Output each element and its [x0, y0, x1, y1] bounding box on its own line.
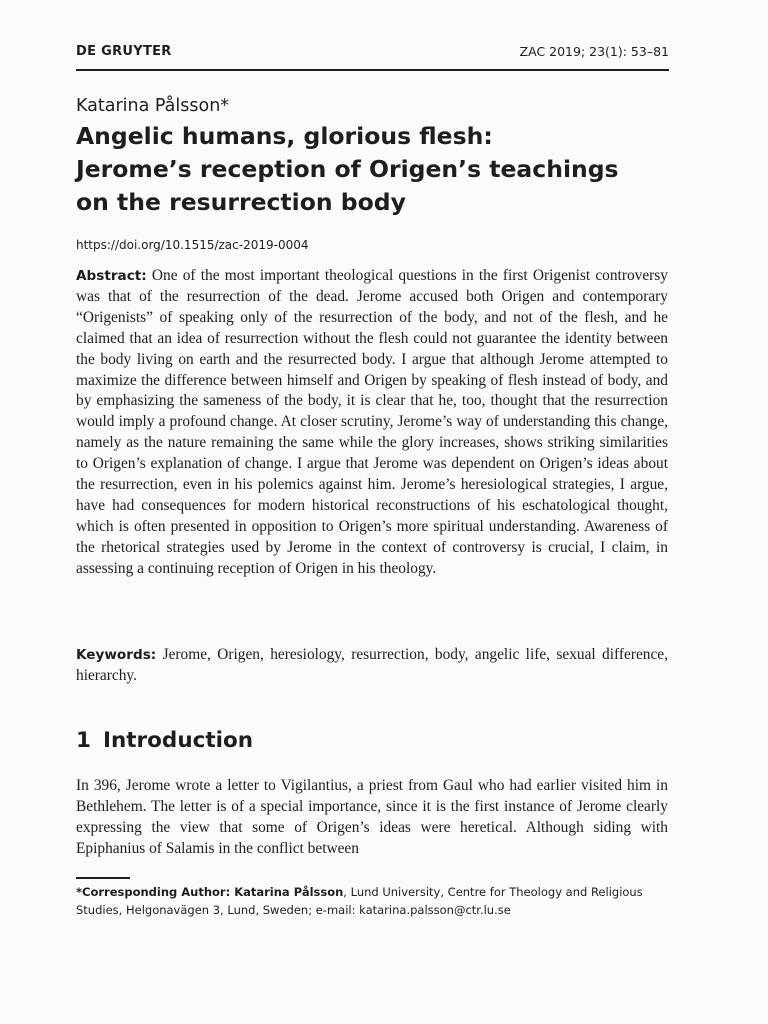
- footnote: [76, 884, 676, 919]
- footnote-label: *Corresponding Author: Katarina Pålsson: [76, 885, 344, 899]
- running-header: [76, 44, 669, 64]
- title-line: Angelic humans, glorious flesh:: [76, 122, 493, 150]
- intro-paragraph: In 396, Jerome wrote a letter to Vigilantius, a priest from Gaul who had earlier visited him in Bethlehem. The letter is of a special importance, since it is the first instance of Jerome clearly expressing the view that some of Origen’s ideas were heretical. Although siding with Epiphanius of Salamis in the conflict between: [76, 777, 668, 857]
- footnote-rule: [76, 877, 130, 879]
- keywords-text: Jerome, Origen, heresiology, resurrection, body, angelic life, sexual difference, hierarchy.: [76, 646, 668, 684]
- footnote-text: , Lund University, Centre for Theology and Religious Studies, Helgonavägen 3, Lund, Sweden; e-mail: katarina.palsson@ctr.lu.se: [76, 885, 643, 917]
- abstract-text: One of the most important theological questions in the first Origenist controversy was that of the resurrection of the dead. Jerome accused both Origen and contemporary “Origenists” of speaking only of the resurrection of the body, and not of the flesh, and he claimed that an idea of resurrection without the flesh could not guarantee the identity between the body living on earth and the resurrected body. I argue that although Jerome attempted to maximize the difference between himself and Origen by speaking of flesh instead of body, and by emphasizing the sameness of the body, it is clear that he, too, thought that the resurrection would imply a profound change. At closer scrutiny, Jerome’s way of understanding this change, namely as the nature remaining the same while the glory increases, shows striking similarities to Origen’s explanation of change. I argue that Jerome was dependent on Origen’s ideas about the resurrection, even in his polemics against him. Jerome’s heresiological strategies, I argue, have had consequences for modern historical reconstructions of his eschatological thought, which is often presented in opposition to Origen’s more spiritual understanding. Awareness of the rhetorical strategies used by Jerome in the context of controversy is crucial, I claim, in assessing a continuing reception of Origen in his theology.: [76, 267, 668, 577]
- title-line: Jerome’s reception of Origen’s teachings: [76, 155, 619, 183]
- section-heading: [76, 728, 253, 753]
- title-line: on the resurrection body: [76, 188, 406, 216]
- abstract-label: Abstract:: [76, 268, 147, 284]
- author-name: Katarina Pålsson*: [76, 96, 230, 116]
- header-rule: [76, 69, 669, 71]
- abstract: [76, 266, 668, 580]
- section-number: 1: [76, 728, 91, 753]
- section-title: Introduction: [102, 728, 254, 753]
- keywords: [76, 645, 668, 687]
- publisher-name: DE GRUYTER: [76, 44, 172, 59]
- journal-citation: ZAC 2019; 23(1): 53–81: [519, 44, 669, 59]
- keywords-label: Keywords:: [76, 647, 157, 663]
- doi-link[interactable]: https://doi.org/10.1515/zac-2019-0004: [76, 238, 309, 252]
- article-title: [76, 120, 676, 219]
